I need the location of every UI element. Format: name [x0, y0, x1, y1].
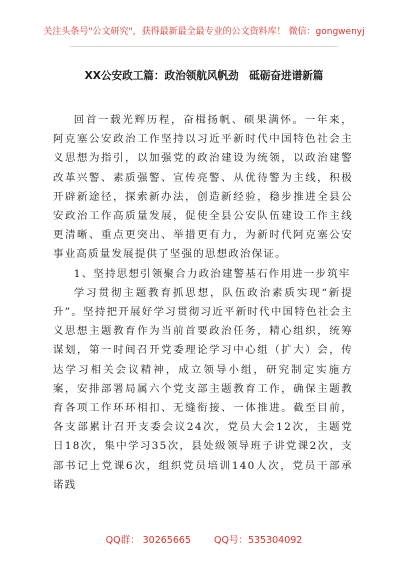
- intro-paragraph: 回首一载光辉历程，奋楫扬帆、硕果满怀。一年来，阿克塞公安政治工作坚持以习近平新时代中国特色社会主义思想为指引，以加强党的政治建设为统领，以政治建警改革兴警、素质强警、宣传亮警、从优待警为主线，积极开辟新途径，探索新办法，创造新经验，稳步推进全县公安政治工作高质量发展，促使全县公安队伍建设工作主线更清晰、重点更突出、举措更有力，为新时代阿克塞公安事业高质量发展提供了坚强的思想政治保证。: [53, 114, 353, 261]
- footer-qq-group: QQ群： 30265665: [105, 535, 191, 546]
- body-paragraph: 学习贯彻主题教育抓思想，队伍政治素质实现“新提升”。坚持把开展好学习贯彻习近平新时代中国特色社会主义思想主题教育作为当前首要政治任务，精心组织，统筹谋划，第一时间召开党委理论学习中心组（扩大）会，传达学习相关会议精神，成立领导小组，研究制定实施方案，安排部署局属六个党支部主题教育工作，确保主题教育各项工作环环相扣、无缝衔接、一体推进。截至目前，各支部累计召开支委会议24次，党员大会12次，主题党日18次，集中学习35次，县处级领导班子讲党课2次，支部书记上党课6次，组织党员培训140人次，党员干部承诺践: [53, 286, 353, 491]
- section-heading: 1、坚持思想引领聚合力政治建警基石作用进一步筑牢: [73, 267, 351, 280]
- header-divider: [70, 46, 338, 47]
- footer-contact: [0, 534, 408, 547]
- header-promo-note: 关注头条号"公文研究"，获得最新最全最专业的公文资料库！ 微信：gongwenyj: [43, 27, 365, 37]
- document-body: [53, 111, 353, 495]
- document-title: XX公安政工篇：政治领航风帆劲 砥砺奋进谱新篇: [84, 70, 324, 82]
- footer-qq-number: QQ号：535304092: [214, 535, 303, 546]
